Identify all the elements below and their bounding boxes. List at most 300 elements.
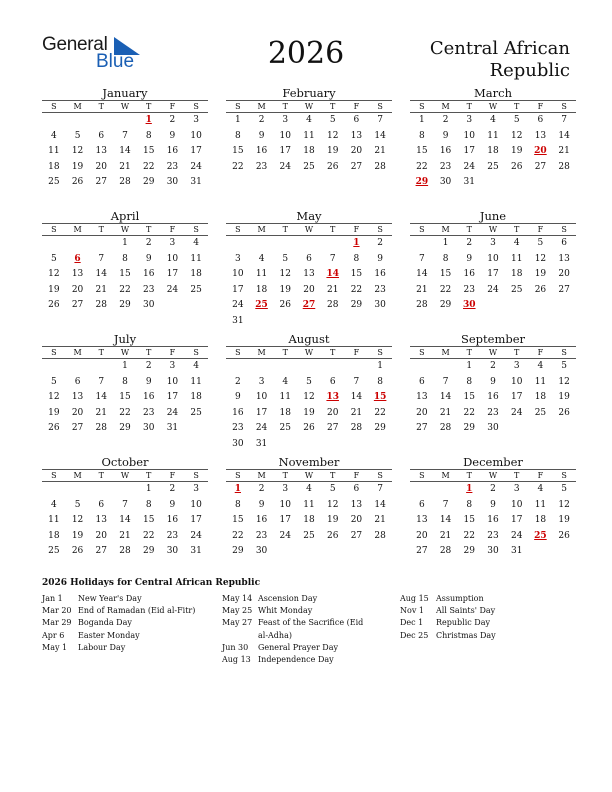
day-grid — [410, 113, 576, 191]
holiday-name: New Year's Day — [78, 594, 142, 603]
holiday-date: May 25 — [222, 606, 253, 616]
day-cell: 11 — [303, 130, 315, 141]
weekday-label: M — [441, 102, 450, 111]
day-cell: 21 — [119, 161, 131, 172]
holiday-row — [42, 617, 214, 629]
day-cell: 16 — [255, 146, 268, 157]
month-name: June — [479, 209, 507, 223]
day-cell: 3 — [466, 115, 473, 125]
weekday-label: F — [169, 471, 176, 480]
day-cell: 1 — [145, 484, 152, 494]
day-cell: 27 — [534, 161, 547, 172]
day-cell: 14 — [95, 392, 107, 403]
weekday-label: S — [561, 102, 567, 111]
month-may — [226, 209, 392, 330]
day-cell: 20 — [350, 515, 363, 526]
day-cell: 30 — [142, 423, 155, 434]
day-cell: 10 — [510, 376, 523, 387]
day-cell: 28 — [95, 423, 107, 434]
day-cell: 19 — [510, 146, 523, 157]
empty-cell — [42, 236, 66, 252]
day-cell: 20 — [558, 269, 570, 280]
day-cell: 29 — [142, 177, 155, 188]
holiday-name: Easter Monday — [78, 630, 140, 640]
day-cell: 27 — [71, 423, 84, 434]
empty-cell — [66, 359, 90, 375]
weekday-header — [226, 223, 392, 236]
day-cell: 5 — [50, 376, 57, 387]
day-cell: 21 — [350, 407, 363, 418]
day-cell: 29 — [142, 546, 155, 557]
empty-cell — [113, 482, 137, 498]
weekday-label: S — [561, 348, 567, 357]
weekday-label: F — [537, 471, 544, 480]
day-cell: 21 — [119, 530, 131, 541]
weekday-label: F — [537, 348, 544, 357]
weekday-label: S — [193, 348, 199, 357]
day-cell: 25 — [48, 177, 60, 188]
day-grid — [226, 359, 392, 453]
day-cell: 22 — [232, 530, 244, 541]
day-cell: 12 — [48, 392, 60, 403]
day-cell: 8 — [353, 253, 360, 264]
weekday-label: T — [282, 471, 288, 480]
day-cell: 31 — [463, 177, 475, 188]
day-cell: 7 — [329, 253, 336, 264]
empty-cell — [42, 482, 66, 498]
day-cell: 3 — [258, 376, 265, 387]
day-cell: 6 — [353, 484, 360, 494]
weekday-header — [226, 469, 392, 482]
holiday-date: Mar 20 — [42, 606, 72, 616]
day-cell: 11 — [190, 376, 202, 387]
day-cell: 23 — [463, 284, 475, 295]
day-cell: 19 — [71, 530, 84, 541]
day-cell: 9 — [234, 392, 241, 403]
day-cell: 16 — [487, 515, 499, 526]
day-cell: 11 — [190, 253, 202, 264]
day-cell: 28 — [95, 300, 107, 311]
day-cell: 28 — [350, 423, 363, 434]
weekday-label: S — [419, 225, 425, 234]
weekday-label: F — [537, 225, 544, 234]
day-cell: 7 — [122, 130, 128, 141]
day-cell: 11 — [303, 499, 315, 510]
empty-cell — [66, 482, 90, 498]
holiday-date: May 1 — [42, 642, 68, 652]
day-cell: 3 — [169, 238, 176, 248]
day-cell: 19 — [303, 407, 315, 418]
month-name: March — [474, 86, 512, 100]
day-cell: 21 — [439, 407, 452, 418]
weekday-label: T — [98, 348, 104, 357]
day-cell: 7 — [98, 376, 105, 387]
day-cell: 8 — [122, 376, 128, 387]
day-cell: 16 — [487, 392, 499, 403]
day-cell: 23 — [487, 407, 499, 418]
day-cell: 16 — [439, 146, 452, 157]
day-cell: 27 — [416, 546, 428, 557]
day-cell: 12 — [326, 499, 339, 510]
weekday-label: T — [98, 471, 104, 480]
weekday-label: T — [466, 102, 472, 111]
day-cell: 23 — [166, 530, 179, 541]
month-name: May — [296, 209, 322, 223]
day-cell: 12 — [303, 392, 315, 403]
weekday-header — [410, 100, 576, 113]
day-cell: 1 — [466, 361, 473, 371]
weekday-label: W — [304, 471, 314, 480]
day-cell: 17 — [487, 269, 499, 280]
weekday-label: M — [257, 471, 266, 480]
holiday-row — [400, 617, 570, 629]
day-cell: 3 — [513, 361, 520, 371]
day-cell: 3 — [282, 484, 289, 494]
weekday-label: W — [304, 225, 314, 234]
day-cell: 6 — [561, 238, 567, 248]
day-cell: 12 — [558, 376, 570, 387]
day-cell: 8 — [466, 499, 473, 510]
day-cell: 6 — [418, 499, 425, 510]
empty-cell — [297, 359, 321, 375]
weekday-label: M — [441, 225, 450, 234]
weekday-label: T — [330, 225, 336, 234]
day-cell: 17 — [232, 284, 244, 295]
day-cell: 2 — [490, 361, 496, 371]
day-cell: 23 — [232, 423, 244, 434]
weekday-label: M — [73, 348, 82, 357]
day-cell: 4 — [50, 499, 57, 510]
day-grid — [226, 113, 392, 175]
day-cell: 13 — [303, 269, 315, 280]
day-cell: 4 — [537, 361, 544, 371]
day-cell: 11 — [534, 376, 547, 387]
day-cell: 21 — [95, 284, 107, 295]
holiday-date: Apr 6 — [42, 630, 65, 640]
day-cell: 26 — [279, 300, 291, 311]
holiday-name: Republic Day — [436, 618, 490, 628]
day-cell: 2 — [234, 376, 241, 387]
weekday-label: F — [353, 471, 360, 480]
day-cell: 9 — [466, 253, 473, 264]
holiday-row — [222, 617, 368, 641]
holiday-date: Aug 15 — [400, 594, 429, 603]
day-cell: 28 — [416, 300, 428, 311]
day-cell: 4 — [193, 361, 199, 371]
day-cell: 11 — [510, 253, 523, 264]
day-cell: 28 — [119, 177, 131, 188]
day-cell: 10 — [463, 130, 475, 141]
day-cell: 29 — [119, 300, 131, 311]
day-cell: 22 — [232, 161, 244, 172]
day-cell: 25 — [510, 284, 523, 295]
day-cell: 26 — [303, 423, 315, 434]
holiday-column — [42, 593, 214, 654]
day-cell: 22 — [463, 407, 475, 418]
day-cell: 14 — [439, 392, 452, 403]
day-grid — [410, 482, 576, 560]
day-cell: 10 — [279, 499, 291, 510]
country-line-1: Central African — [429, 38, 570, 59]
day-cell: 15 — [439, 269, 452, 280]
holiday-row — [400, 630, 570, 642]
day-cell: 1 — [377, 361, 383, 371]
holiday-row — [400, 593, 570, 605]
weekday-label: T — [466, 348, 472, 357]
day-cell: 9 — [258, 499, 265, 510]
day-cell: 2 — [145, 361, 152, 371]
weekday-label: T — [146, 225, 152, 234]
day-cell: 26 — [48, 300, 60, 311]
day-cell: 8 — [234, 130, 241, 141]
day-cell: 12 — [279, 269, 291, 280]
day-cell: 13 — [95, 146, 107, 157]
day-cell: 27 — [95, 546, 107, 557]
empty-cell — [297, 236, 321, 252]
weekday-label: M — [257, 102, 266, 111]
empty-cell — [89, 359, 113, 375]
day-cell: 23 — [487, 530, 499, 541]
day-cell: 14 — [439, 515, 452, 526]
day-cell: 15 — [119, 392, 131, 403]
holiday-day-cell: 25 — [255, 300, 268, 311]
weekday-header — [42, 100, 208, 113]
day-cell: 21 — [558, 146, 570, 157]
day-cell: 22 — [350, 284, 363, 295]
day-cell: 10 — [279, 130, 291, 141]
day-cell: 30 — [232, 438, 244, 449]
holiday-day-cell: 1 — [145, 115, 152, 125]
day-cell: 12 — [71, 515, 84, 526]
weekday-label: S — [51, 348, 57, 357]
year-title: 2026 — [267, 36, 345, 71]
empty-cell — [410, 482, 434, 498]
month-february — [226, 86, 392, 175]
day-cell: 13 — [71, 392, 84, 403]
day-cell: 7 — [98, 253, 105, 264]
day-cell: 16 — [463, 269, 475, 280]
day-cell: 8 — [377, 376, 383, 387]
weekday-label: T — [514, 102, 520, 111]
day-cell: 9 — [490, 376, 496, 387]
day-cell: 17 — [510, 515, 523, 526]
day-cell: 14 — [558, 130, 570, 141]
day-cell: 18 — [534, 515, 547, 526]
weekday-label: T — [514, 225, 520, 234]
day-cell: 10 — [232, 269, 244, 280]
day-cell: 25 — [190, 284, 202, 295]
day-cell: 4 — [282, 376, 289, 387]
day-cell: 1 — [122, 361, 128, 371]
day-cell: 24 — [279, 161, 291, 172]
day-cell: 30 — [142, 300, 155, 311]
day-cell: 11 — [534, 499, 547, 510]
day-cell: 15 — [119, 269, 131, 280]
day-cell: 2 — [145, 238, 152, 248]
day-cell: 7 — [377, 484, 383, 494]
weekday-label: S — [51, 471, 57, 480]
day-cell: 6 — [418, 376, 425, 387]
day-cell: 3 — [282, 115, 289, 125]
day-cell: 22 — [416, 161, 428, 172]
day-cell: 6 — [353, 115, 360, 125]
holiday-day-cell: 29 — [415, 177, 429, 188]
weekday-label: W — [120, 102, 130, 111]
day-cell: 19 — [558, 392, 570, 403]
day-cell: 13 — [95, 515, 107, 526]
weekday-label: W — [488, 471, 498, 480]
day-cell: 25 — [303, 530, 315, 541]
day-cell: 29 — [232, 546, 244, 557]
day-cell: 30 — [166, 177, 179, 188]
weekday-label: T — [146, 471, 152, 480]
day-cell: 23 — [142, 284, 155, 295]
day-cell: 5 — [329, 484, 336, 494]
day-cell: 27 — [71, 300, 84, 311]
day-cell: 13 — [416, 392, 428, 403]
day-cell: 6 — [98, 499, 105, 510]
day-cell: 16 — [142, 392, 155, 403]
day-cell: 6 — [98, 130, 105, 141]
day-cell: 15 — [416, 146, 428, 157]
day-cell: 2 — [258, 484, 265, 494]
day-cell: 18 — [279, 407, 291, 418]
day-cell: 15 — [463, 515, 475, 526]
day-cell: 11 — [279, 392, 291, 403]
day-cell: 14 — [416, 269, 428, 280]
day-cell: 3 — [193, 484, 199, 494]
weekday-label: T — [466, 225, 472, 234]
day-cell: 16 — [255, 515, 268, 526]
holiday-row — [222, 654, 368, 666]
day-cell: 17 — [510, 392, 523, 403]
month-december — [410, 455, 576, 560]
empty-cell — [273, 236, 297, 252]
month-june — [410, 209, 576, 314]
day-cell: 31 — [255, 438, 268, 449]
day-cell: 10 — [487, 253, 499, 264]
holiday-date: Dec 1 — [400, 618, 424, 628]
day-cell: 7 — [561, 115, 567, 125]
day-cell: 29 — [350, 300, 363, 311]
day-cell: 20 — [326, 407, 339, 418]
empty-cell — [66, 113, 90, 129]
weekday-label: W — [120, 348, 130, 357]
day-cell: 14 — [119, 146, 131, 157]
weekday-header — [410, 223, 576, 236]
day-cell: 22 — [374, 407, 386, 418]
day-cell: 10 — [190, 130, 202, 141]
holiday-day-cell: 1 — [353, 238, 360, 248]
empty-cell — [410, 236, 434, 252]
holiday-row — [222, 593, 368, 605]
day-cell: 13 — [416, 515, 428, 526]
day-cell: 4 — [513, 238, 520, 248]
day-cell: 16 — [374, 269, 386, 280]
holiday-name: Labour Day — [78, 642, 126, 652]
day-cell: 21 — [374, 146, 386, 157]
month-name: November — [278, 455, 340, 469]
day-cell: 12 — [534, 253, 547, 264]
day-cell: 12 — [558, 499, 570, 510]
day-cell: 17 — [190, 515, 202, 526]
day-cell: 5 — [50, 253, 57, 264]
logo-word-blue: Blue — [96, 51, 135, 72]
weekday-label: S — [193, 102, 199, 111]
day-cell: 26 — [510, 161, 523, 172]
day-cell: 30 — [487, 546, 499, 557]
day-cell: 9 — [377, 253, 383, 264]
day-cell: 27 — [416, 423, 428, 434]
day-cell: 28 — [374, 530, 386, 541]
holiday-date: Dec 25 — [400, 630, 429, 640]
day-cell: 17 — [279, 515, 291, 526]
holiday-date: Jun 30 — [222, 642, 249, 652]
day-cell: 10 — [166, 253, 179, 264]
weekday-header — [226, 100, 392, 113]
day-cell: 20 — [95, 161, 107, 172]
empty-cell — [250, 359, 274, 375]
day-cell: 26 — [534, 284, 547, 295]
month-name: July — [113, 332, 137, 346]
day-cell: 9 — [490, 499, 496, 510]
day-cell: 7 — [377, 115, 383, 125]
weekday-label: T — [146, 348, 152, 357]
empty-cell — [434, 359, 458, 375]
country-title — [370, 38, 570, 82]
day-cell: 4 — [306, 484, 312, 494]
day-cell: 11 — [487, 130, 499, 141]
weekday-label: T — [330, 102, 336, 111]
month-march — [410, 86, 576, 191]
day-cell: 26 — [71, 177, 84, 188]
day-cell: 23 — [142, 407, 155, 418]
day-cell: 15 — [463, 392, 475, 403]
day-cell: 28 — [558, 161, 570, 172]
day-cell: 30 — [374, 300, 386, 311]
day-cell: 13 — [350, 130, 363, 141]
day-grid — [226, 482, 392, 560]
weekday-label: T — [146, 102, 152, 111]
weekday-label: S — [419, 348, 425, 357]
day-cell: 18 — [303, 146, 315, 157]
day-cell: 18 — [48, 530, 60, 541]
day-cell: 25 — [534, 407, 547, 418]
day-cell: 4 — [193, 238, 199, 248]
weekday-label: S — [419, 102, 425, 111]
day-cell: 8 — [122, 253, 128, 264]
day-cell: 26 — [558, 530, 570, 541]
day-cell: 20 — [303, 284, 315, 295]
month-november — [226, 455, 392, 560]
day-cell: 22 — [463, 530, 475, 541]
day-cell: 26 — [71, 546, 84, 557]
holiday-date: Aug 13 — [222, 655, 251, 665]
day-cell: 22 — [119, 284, 131, 295]
weekday-label: T — [514, 471, 520, 480]
holiday-row — [42, 605, 214, 617]
day-cell: 5 — [561, 484, 567, 494]
weekday-label: S — [193, 471, 199, 480]
holiday-column — [400, 593, 570, 642]
day-cell: 19 — [534, 269, 547, 280]
day-cell: 1 — [442, 238, 449, 248]
holiday-date: Nov 1 — [400, 606, 424, 616]
day-cell: 3 — [193, 115, 199, 125]
day-cell: 14 — [95, 269, 107, 280]
weekday-label: F — [169, 225, 176, 234]
day-cell: 19 — [71, 161, 84, 172]
